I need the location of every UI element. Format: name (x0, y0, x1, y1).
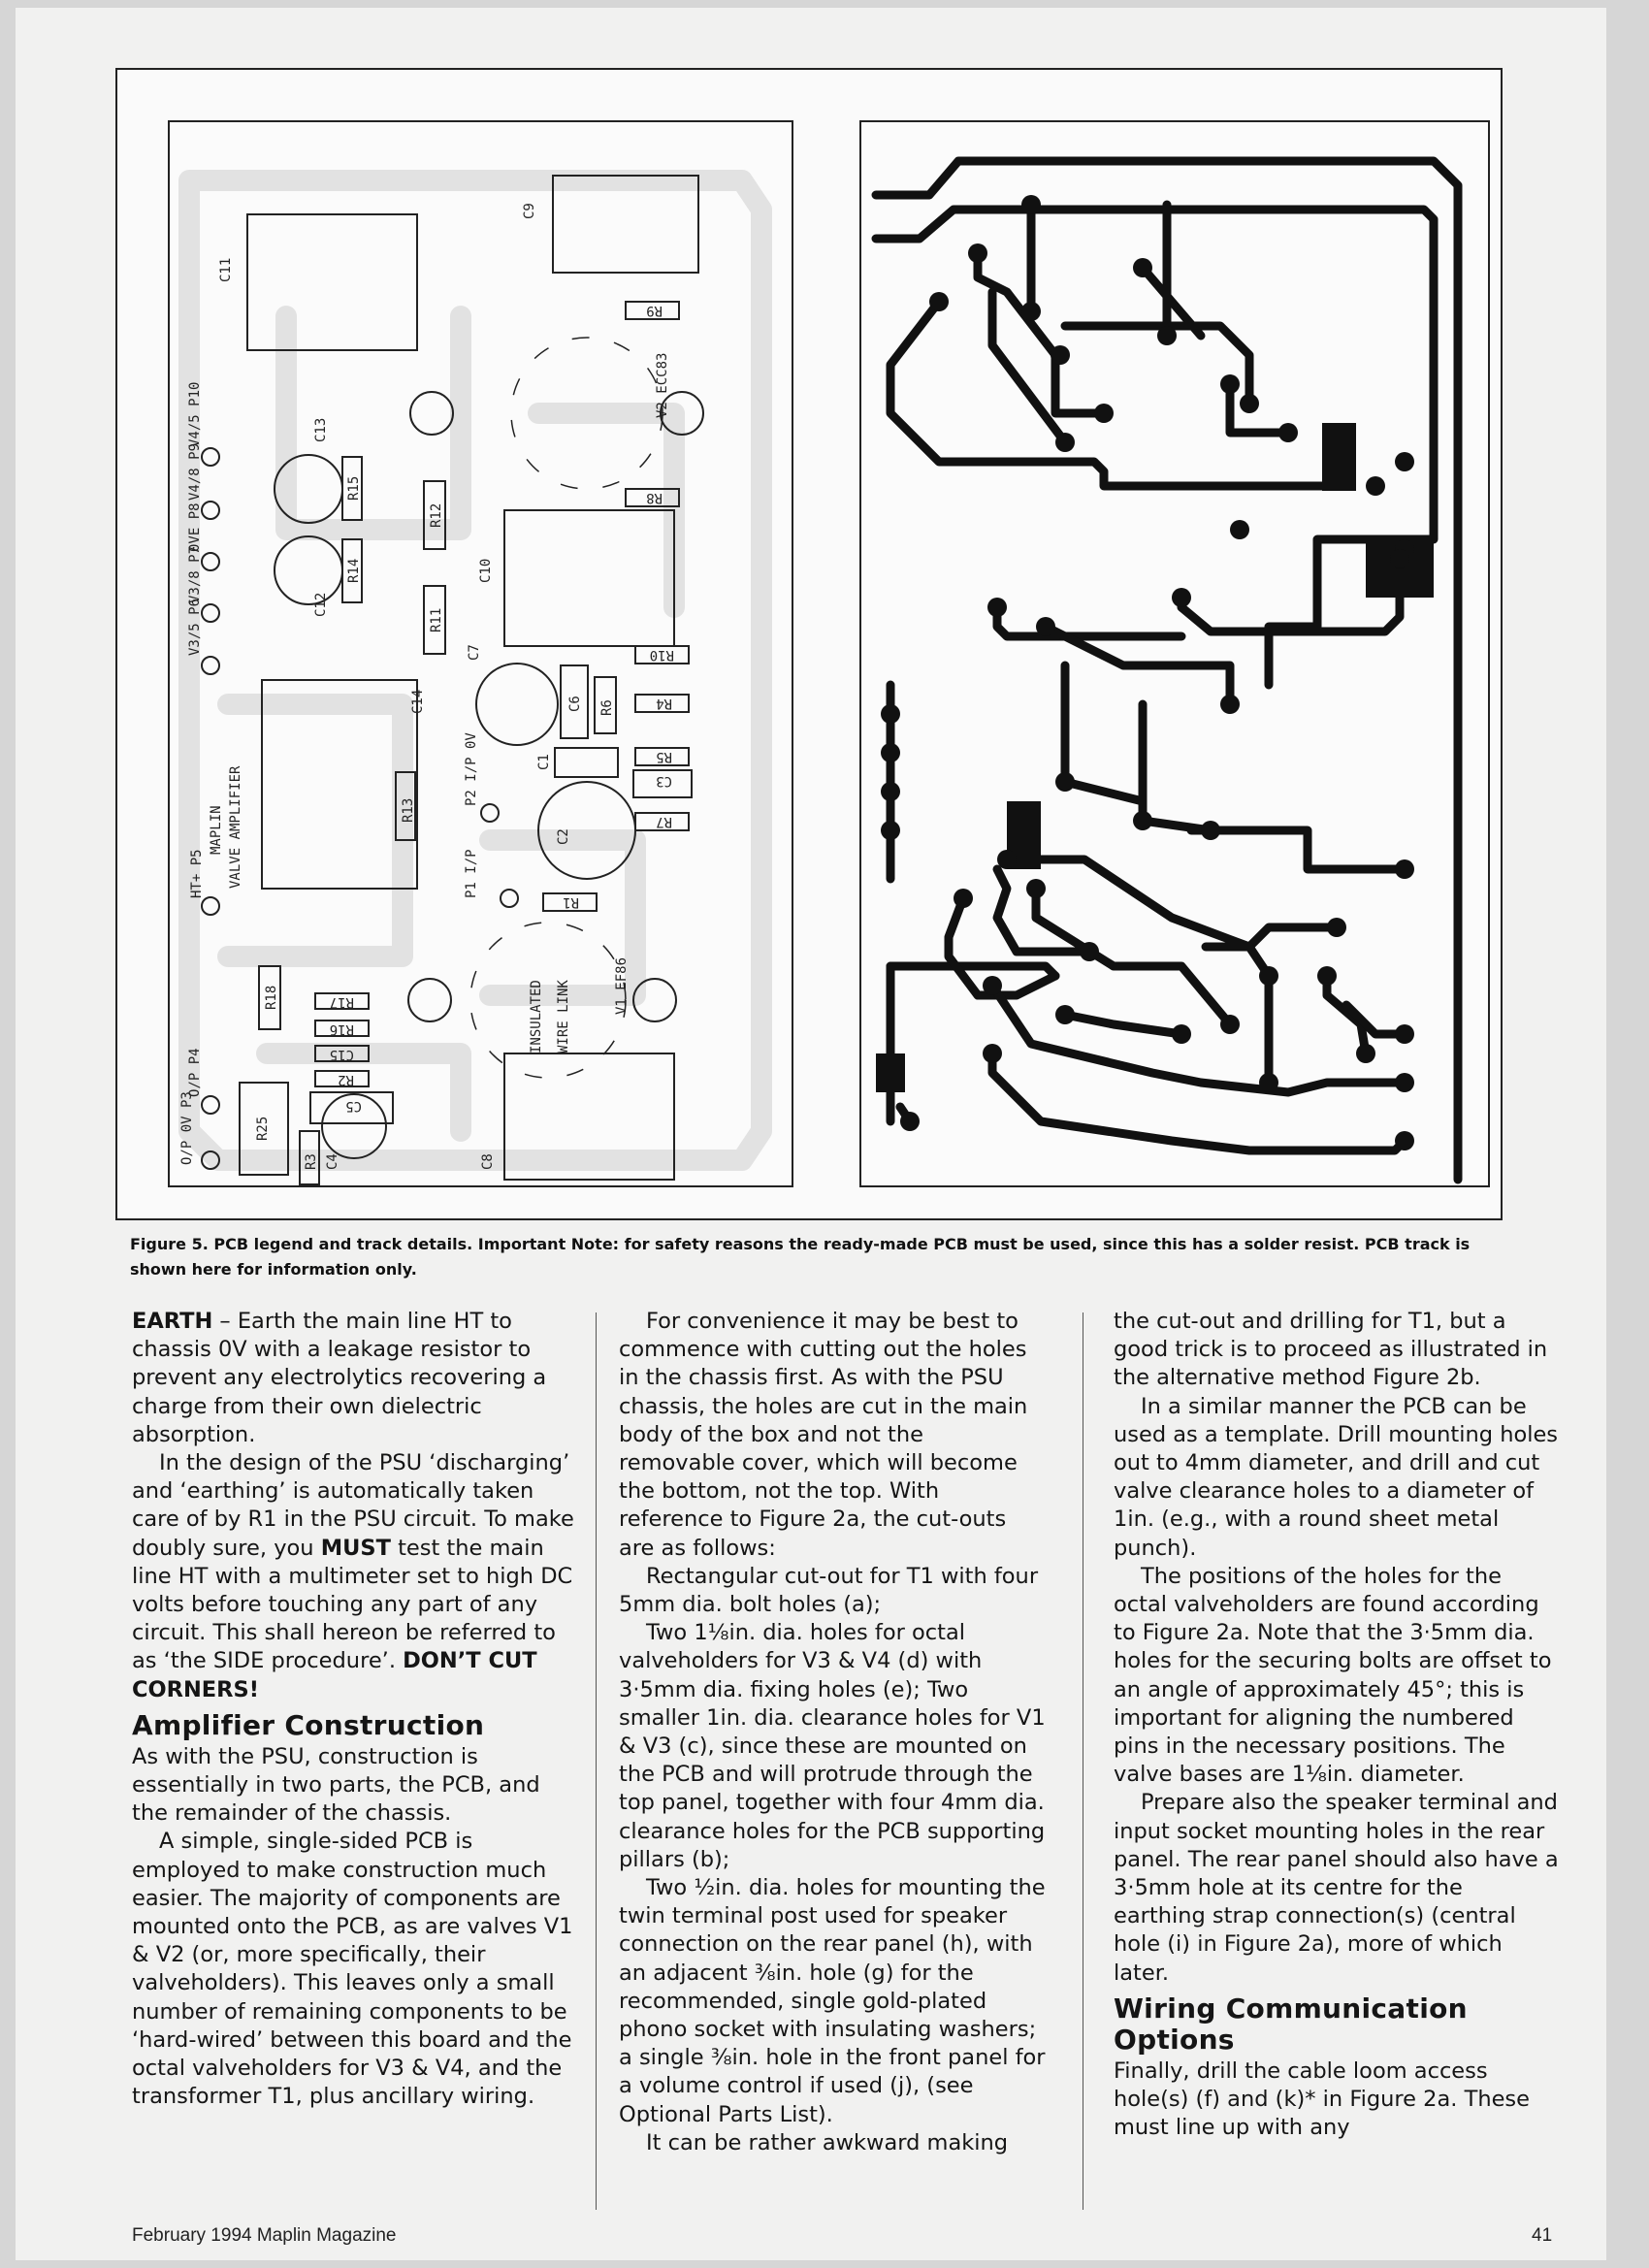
c11-box (247, 214, 417, 350)
pcb-track-drawing (861, 122, 1488, 1185)
magazine-page (16, 8, 1606, 2260)
label-r9: R9 (646, 303, 663, 318)
pcb-track-panel (859, 120, 1490, 1187)
paragraph (132, 1308, 578, 1449)
label-r14: R14 (346, 558, 362, 583)
label-r2: R2 (338, 1072, 354, 1087)
label-c1: C1 (536, 754, 552, 770)
label-p4: O/P P4 (187, 1048, 203, 1097)
footer-issue: February 1994 Maplin Magazine (132, 2225, 397, 2246)
label-r7: R7 (656, 814, 672, 829)
label-p7: V3/8 P7 (187, 545, 203, 603)
label-p6: V3/5 P6 (187, 598, 203, 656)
paragraph: Rectangular cut-out for T1 with four 5mm dia. bolt holes (a); (619, 1563, 1039, 1618)
label-r25: R25 (255, 1116, 271, 1141)
label-v2: V2 ECC83 (655, 352, 670, 418)
label-c14: C14 (410, 689, 426, 714)
label-c9: C9 (522, 203, 537, 219)
pads-top (202, 448, 219, 674)
label-c7: C7 (467, 644, 482, 661)
label-c2: C2 (556, 828, 571, 845)
paragraph: Two 1⅛in. dia. holes for octal valveholders for V3 & V4 (d) with 3·5mm dia. fixing holes (e); Two smaller 1in. dia. clearance holes for V1 & V3 (c), since these are mounted on the PCB and will protrude through the top panel, together with four 4mm dia. clearance holes for the PCB supporting pillars (b); (619, 1620, 1046, 1872)
paragraph: In a similar manner the PCB can be used as a template. Drill mounting holes out to 4mm diameter, and drill and cut valve clearance holes to a diameter of 1in. (e.g., with a round sheet metal punch). (1114, 1393, 1559, 1561)
label-c5: C5 (345, 1098, 362, 1114)
paragraph: Finally, drill the cable loom access hole(s) (f) and (k)* in Figure 2a. These must line up with any (1114, 2057, 1530, 2141)
label-c13: C13 (313, 417, 329, 442)
label-p9: V4/8 P9 (187, 442, 203, 501)
column-divider (596, 1312, 597, 2210)
label-p1: P1 I/P (464, 849, 479, 898)
label-r15: R15 (346, 475, 362, 501)
text-span: In the design of the PSU ‘discharging’ and ‘earthing’ is automatically taken care of by R1 in the PSU circuit. To make doubly sure, you (132, 1450, 574, 1561)
label-p5: HT+ P5 (189, 849, 205, 898)
label-wire-link: WIRE LINK (556, 980, 571, 1053)
bold-must: MUST (320, 1535, 391, 1561)
label-c3: C3 (656, 773, 672, 789)
mounting-hole (408, 979, 451, 1021)
label-maplin: MAPLIN (209, 805, 224, 855)
paragraph: Prepare also the speaker terminal and input socket mounting holes in the rear panel. The rear panel should also have a 3·5mm hole at its centre for the earthing strap connection(s) (central hole (i) in Figure 2a), more of which later. (1114, 1790, 1559, 1986)
page-number: 41 (1532, 2225, 1553, 2246)
paragraph: As with the PSU, construction is essentially in two parts, the PCB, and the remainder of the chassis. (132, 1743, 540, 1827)
label-r1: R1 (563, 894, 579, 910)
label-c6: C6 (567, 696, 583, 712)
bold-earth: EARTH (132, 1309, 213, 1334)
label-r12: R12 (429, 502, 444, 528)
text-column-1 (132, 1308, 578, 2111)
mounting-hole (410, 392, 453, 435)
label-r13: R13 (401, 797, 416, 823)
label-r8: R8 (646, 490, 663, 505)
label-r4: R4 (656, 696, 672, 711)
text-span: – Earth the main line HT to chassis 0V with a leakage resistor to prevent any electrolytics recovering a charge from their own dielectric absorption. (132, 1309, 547, 1447)
label-r16: R16 (329, 1021, 354, 1037)
label-c4: C4 (325, 1153, 340, 1170)
c10-box (504, 510, 674, 646)
label-valve-amplifier: VALVE AMPLIFIER (228, 765, 243, 889)
label-r17: R17 (329, 994, 354, 1010)
label-r18: R18 (264, 985, 279, 1010)
label-p8: 0VE P8 (187, 502, 203, 552)
label-p2: P2 I/P 0V (464, 732, 479, 806)
label-p10: V4/5 P10 (187, 381, 203, 447)
label-c10: C10 (478, 558, 494, 583)
heading-wiring-communication-options: Wiring Communication Options (1114, 1992, 1468, 2056)
label-c11: C11 (218, 257, 234, 282)
label-v1: V1 EF86 (614, 956, 630, 1015)
label-c8: C8 (480, 1153, 496, 1170)
figure-caption: Figure 5. PCB legend and track details. Important Note: for safety reasons the ready-made PCB must be used, since this has a solder resist. PCB track is shown here for information only. (130, 1235, 1471, 1279)
figure-5 (115, 68, 1503, 1220)
bold-dont-cut-corners: DON’T CUT CORNERS! (132, 1648, 537, 1702)
label-r3: R3 (304, 1153, 319, 1170)
label-r5: R5 (656, 749, 672, 764)
paragraph (132, 1449, 578, 1704)
paragraph: Two ½in. dia. holes for mounting the twin terminal post used for speaker connection on the rear panel (h), with an adjacent ⅜in. hole (g) for the recommended, single gold-plated phono socket with insulating washers; a single ⅜in. hole in the front panel for a volume control if used (j), (see Optional Parts List). (619, 1875, 1046, 2127)
text-column-3 (1114, 1308, 1560, 2142)
paragraph: The positions of the holes for the octal valveholders are found according to Figure 2a. Note that the 3·5mm dia. holes for the securing bolts are offset to an angle of approximately 45°; this is important for aligning the numbered pins in the necessary positions. The valve bases are 1⅛in. diameter. (1114, 1563, 1552, 1788)
heading-amplifier-construction: Amplifier Construction (132, 1708, 485, 1741)
label-c12: C12 (313, 592, 329, 617)
text-span: test the main line HT with a multimeter set to high DC volts before touching any part of any circuit. This shall hereon be referred to as ‘the SIDE procedure’. (132, 1535, 573, 1674)
paragraph: the cut-out and drilling for T1, but a good trick is to proceed as illustrated in the alternative method Figure 2b. (1114, 1309, 1548, 1391)
label-c15: C15 (329, 1047, 354, 1062)
label-r10: R10 (649, 647, 674, 663)
label-insulated: INSULATED (529, 980, 544, 1053)
text-column-2 (619, 1308, 1046, 2157)
paragraph: For convenience it may be best to commence with cutting out the holes in the chassis first. As with the PSU chassis, the holes are cut in the main body of the box and not the removable cover, which will become the bottom, not the top. With reference to Figure 2a, the cut-outs are as follows: (619, 1309, 1028, 1561)
paragraph: A simple, single-sided PCB is employed to make construction much easier. The majority of components are mounted onto the PCB, as are valves V1 & V2 (or, more specifically, their valveholders). This leaves only a small number of remaining components to be ‘hard-wired’ between this board and the octal valveholders for V3 & V4, and the transformer T1, plus ancillary wiring. (132, 1829, 573, 2110)
pcb-legend-drawing (170, 122, 792, 1185)
label-r11: R11 (429, 607, 444, 632)
pcb-legend-panel (168, 120, 793, 1187)
paragraph: It can be rather awkward making (646, 2129, 1009, 2155)
label-r6: R6 (599, 699, 615, 716)
label-p3: O/P 0V P3 (179, 1091, 195, 1165)
